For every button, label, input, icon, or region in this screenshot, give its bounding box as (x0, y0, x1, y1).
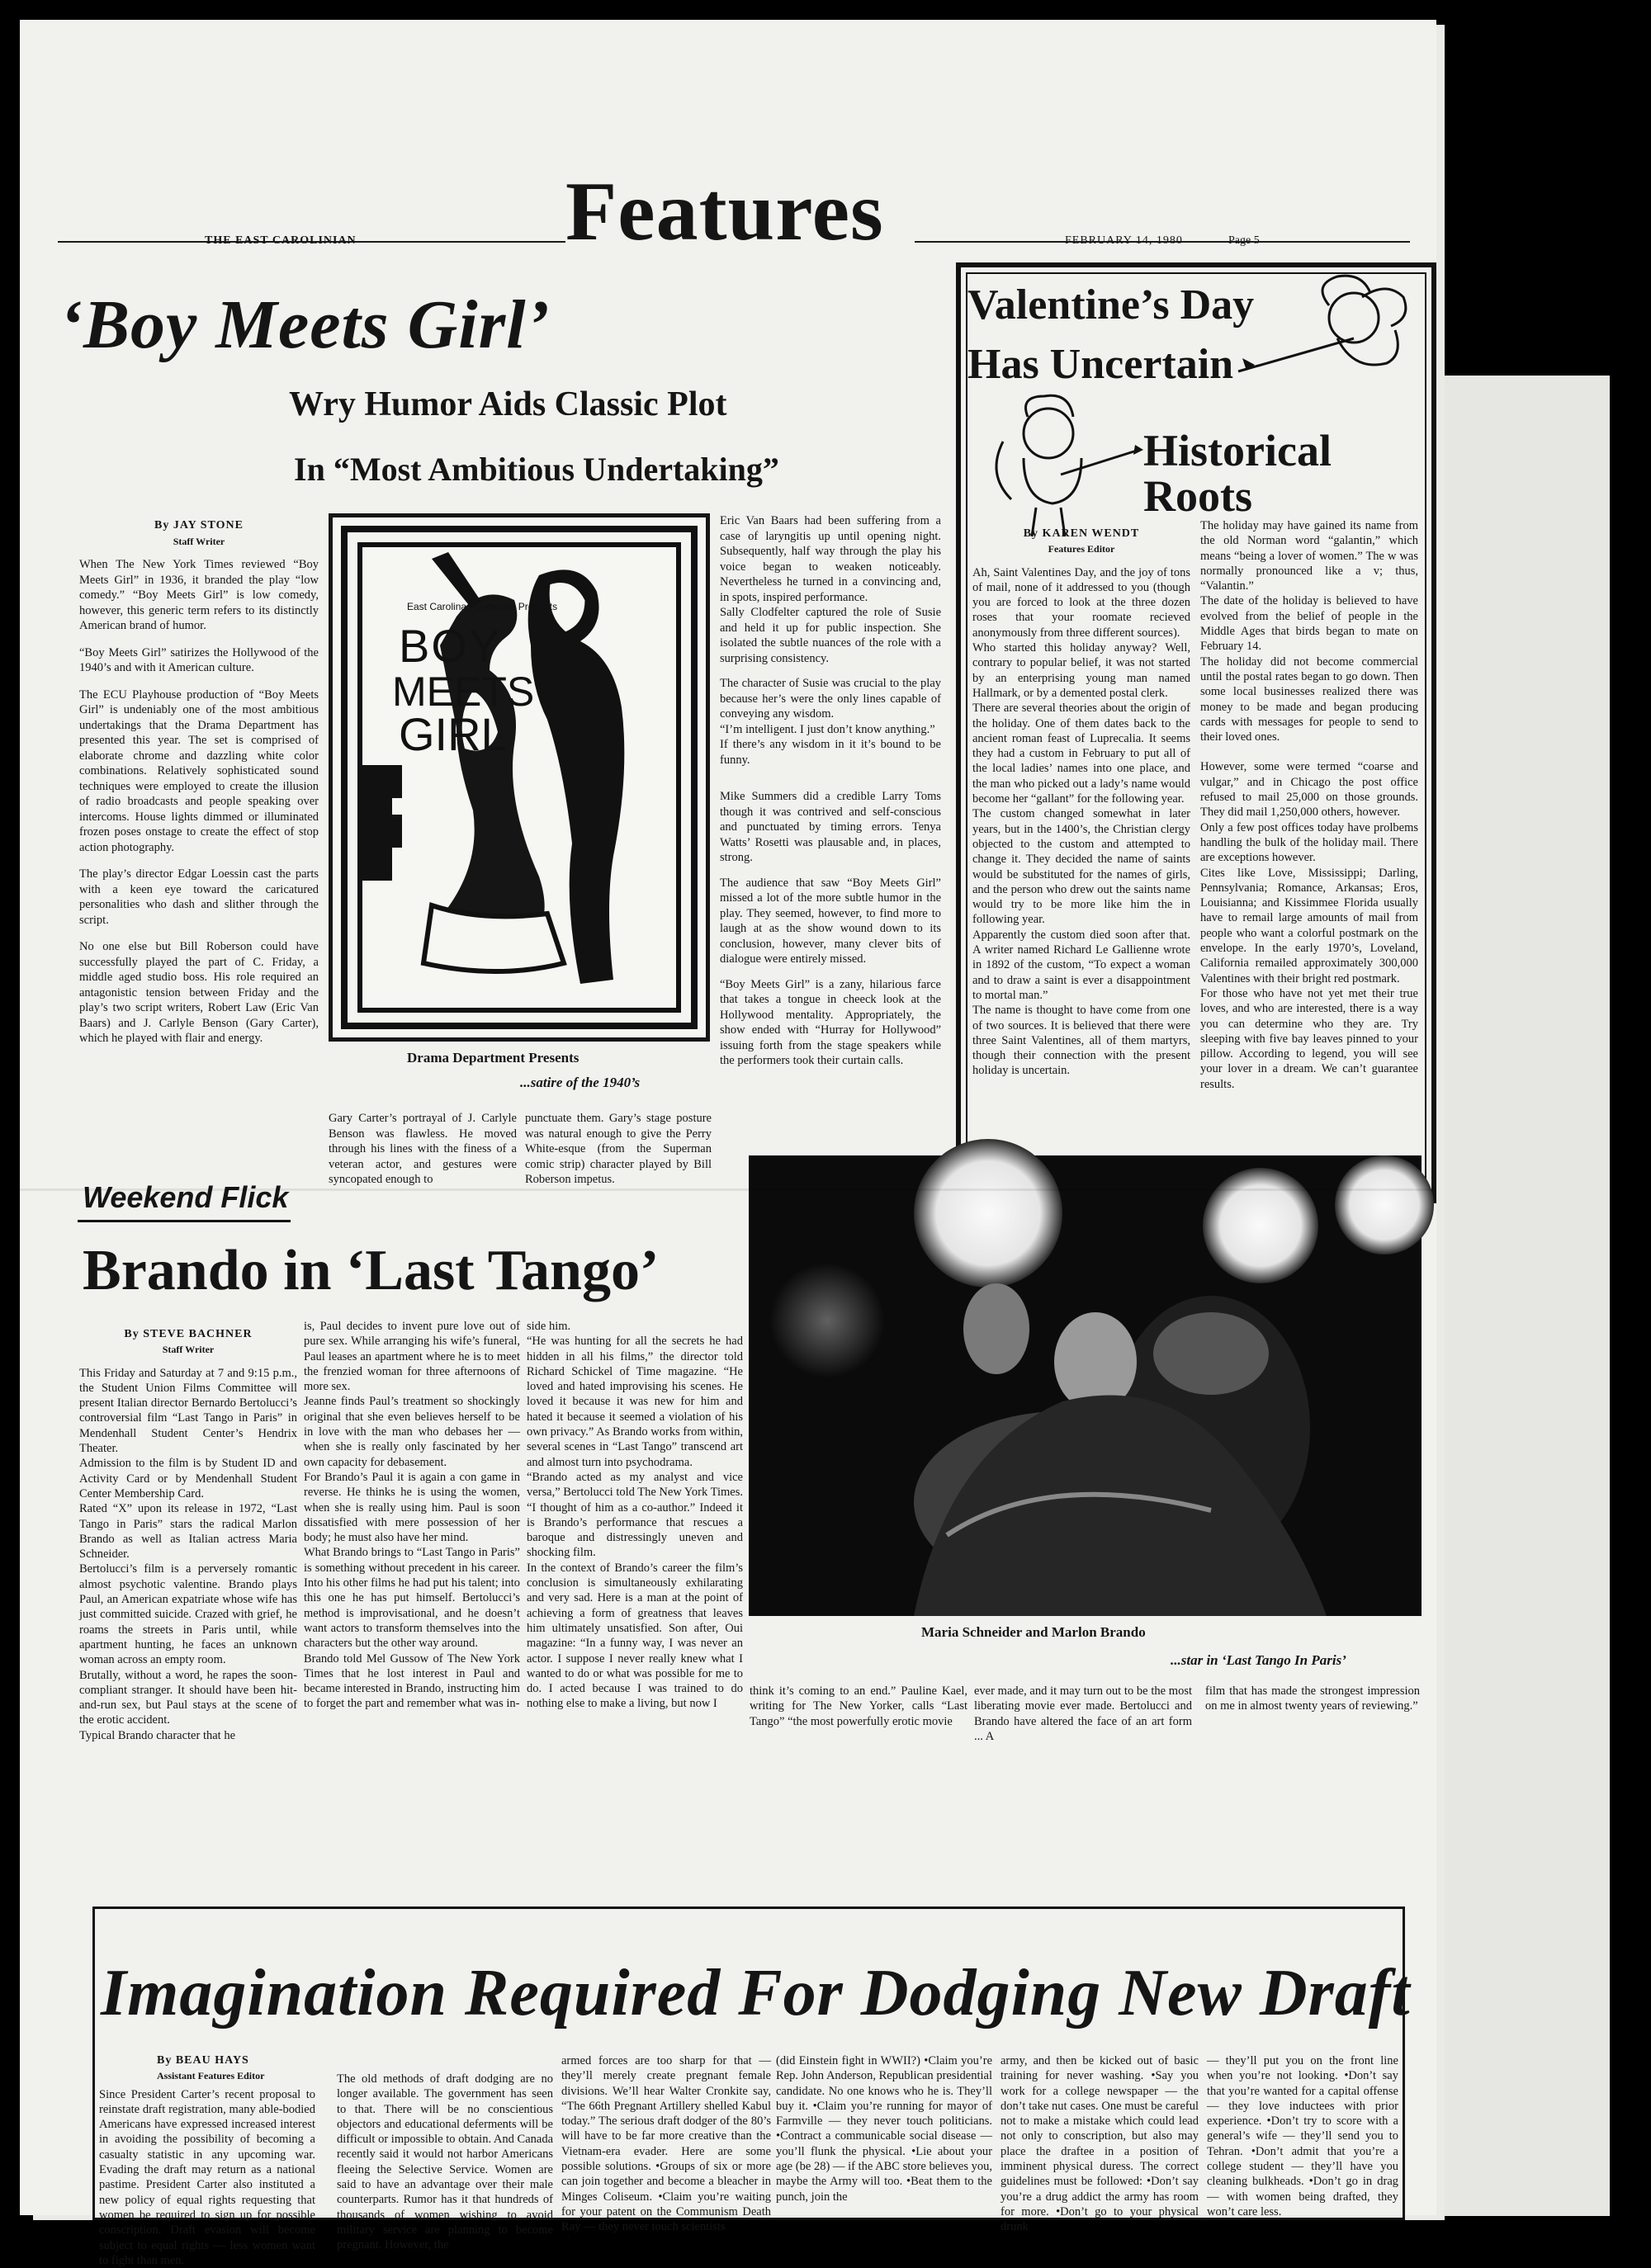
tango-column-2 (304, 1319, 520, 1712)
cupid-icon-top (1230, 272, 1420, 404)
section-title: Features (565, 165, 884, 258)
valentine-paragraph: The date of the holiday is believed to have evolved from the belief of people in the Middle Ages that birds began to mate on February 14. (1200, 594, 1418, 654)
valentine-paragraph: Who started this holiday anyway? Well, contrary to popular belief, it was not started by an enterprising young man named Hallmark, or by a demented postal clerk. (972, 641, 1190, 700)
bmg-paragraph: Sally Clodfelter captured the role of Susie and held it up for public inspection. She isolated the subtle nuances of the role with a surprising consistency. (720, 606, 941, 665)
tango-paragraph: What Brando brings to “Last Tango in Paris” is something without precedent in his career. Into his other films he had put his talent; into this one he has put himself. Bertolucci’s method is improvisational, and he doesn’t want actors to transform themselves into the characters but the other way around. (304, 1546, 520, 1651)
paper-name: THE EAST CAROLINIAN (205, 234, 357, 247)
tango-byline: By STEVE BACHNER (124, 1328, 253, 1340)
bmg-paragraph: The audience that saw “Boy Meets Girl” missed a lot of the more subtle humor in the play. They seemed, however, to find more to laugh at as the show wound down to its conclusion, however, many clever bits of dialogue were entirely missed. (720, 876, 941, 966)
weekend-flick-rule (78, 1220, 291, 1222)
draft-column-2: The old methods of draft dodging are no longer available. The government has seen to that. There will be no conscientious objectors and educational deferments will be difficult or impossible to obtain. And Canada recently said it would not harbor Americans fleeing the Selective Service. Women are said to have an advantage over their male counterparts. Rumor has it that hundreds of thousands of women wishing to avoid military service are planning to become pregnant. However, the (337, 2072, 553, 2252)
bmg-byline-role: Staff Writer (173, 535, 225, 547)
poster-caption: Drama Department Presents (407, 1050, 580, 1065)
bmg-paragraph: The play’s director Edgar Loessin cast the parts with a keen eye toward the caricatured personalities who dash and slither through the script. (79, 867, 319, 927)
valentine-headline-4: Roots (1143, 471, 1252, 521)
tango-paragraph: “Brando acted as my analyst and vice versa,” Bertolucci told The New York Times. “I thought of him as a co-author.” Indeed it is Brando’s performance that rescues a baroque and distressingly uneven and shocking film. (527, 1470, 743, 1560)
bmg-headline: ‘Boy Meets Girl’ (59, 286, 551, 363)
tango-column-3 (527, 1319, 743, 1712)
bmg-paragraph: “I’m intelligent. I just don’t know anything.” (720, 722, 935, 736)
draft-column-4: (did Einstein fight in WWII?) •Claim you’re Rep. John Anderson, Republican presidential candidate. No one knows who he is. They’ll buy it. •Claim you’re running for mayor of Farmville — they never touch politicians. •Contract a communicable social disease — you’ll flunk the physical. •Lie about your age (be 28) — if the ABC store believes you, maybe the Army will too. •Beat them to the punch, join the (776, 2054, 992, 2204)
bmg-subheadline-2: In “Most Ambitious Undertaking” (294, 451, 779, 488)
tango-paragraph: In the context of Brando’s career the film’s conclusion is simultaneously exhilarating and very sad. Here is a man at the point of achieving a form of greatness that leaves him ultimately unsatisfied. Son after, Oui magazine: “In a funny way, I was never an actor. I suppose I never really knew what I wanted to do or what was possible for me to do. I acted because I was trained to do nothing else to make a living, but now I (527, 1561, 743, 1711)
valentine-paragraph: The holiday did not become commercial until the postal rates began to go down. Then some local businesses realized there was money to be made and began producing cards with messages for people to send to their loved ones. (1200, 654, 1418, 744)
valentine-paragraph: Apparently the custom died soon after that. A writer named Richard Le Gallienne wrote in 1892 of the custom, “To expect a woman and to draw a saint is ever a disappointment to mortal man.” (972, 928, 1190, 1002)
valentine-paragraph: However, some were termed “coarse and vulgar,” and in Chicago the post office refused to mail 25,000 on those grounds. They did mail 1,250,000 others, however. (1200, 760, 1418, 820)
bmg-paragraph: “Boy Meets Girl” is a zany, hilarious farce that takes a tongue in cheeck look at the Hollywood mentality. Appropriately, the show ended with “Hurray for Hollywood” issuing forth from the stage speakers while the performers took their curtain calls. (720, 977, 941, 1067)
tango-paragraph: Typical Brando character that he (79, 1728, 236, 1742)
valentine-column-2 (1200, 518, 1418, 1092)
back-sheet (1420, 376, 1610, 2216)
last-tango-photo (749, 1155, 1422, 1616)
valentine-paragraph: Only a few post offices today have prolbems handling the bulk of the holiday mail. There are exceptions however. (1200, 820, 1418, 865)
tango-byline-role: Staff Writer (162, 1344, 215, 1356)
bmg-column-2: Gary Carter’s portrayal of J. Carlyle Benson was flawless. He moved through his lines with the finess of a veteran actor, and gestures were syncopated enough to (329, 1112, 517, 1186)
valentine-paragraph: Cites like Love, Mississippi; Darling, Pennsylvania; Romance, Arkansas; Eros, Louisianna; and Kissimmee Florida usually have to remail large amounts of mail from people who want a colorful postmark on the envelope. In the early 1970’s, Loveland, California remailed approximately 300,000 Valentines with their bright red postmark. (1200, 866, 1418, 985)
bmg-paragraph: When The New York Times reviewed “Boy Meets Girl” in 1936, it branded the play “low comedy.” “Boy Meets Girl” is low comedy, however, this generic term refers to its distinctly American brand of humor. (79, 558, 319, 632)
tango-paragraph: side him. (527, 1320, 571, 1333)
tango-paragraph: For Brando’s Paul it is again a con game in reverse. He thinks he is using the women, when she is really using him. Paul is soon dissatisfied with mere possession of her body; he must also have her mind. (304, 1470, 520, 1545)
tango-column-6: film that has made the strongest impression on me in almost twenty years of reviewing.” (1205, 1684, 1420, 1713)
bmg-column-1 (79, 518, 319, 1047)
draft-byline: By BEAU HAYS (157, 2054, 249, 2067)
tango-paragraph: Brando told Mel Gussow of The New York Times that he lost interest in Paul and became interested in Brando, instructing him to forget the part and remember what was in- (304, 1651, 520, 1711)
valentine-column-1 (972, 527, 1190, 1079)
tango-paragraph: This Friday and Saturday at 7 and 9:15 p.m., the Student Union Films Committee will present Italian director Bernardo Bertolucci’s controversial film “Last Tango in Paris” in Mendenhall Student Center’s Hendrix Theater. (79, 1366, 297, 1456)
poster-illustration (333, 517, 706, 1037)
draft-column-1 (99, 2053, 315, 2268)
photo-caption: Maria Schneider and Marlon Brando (921, 1624, 1146, 1640)
page-number: Page 5 (1228, 234, 1260, 247)
bmg-paragraph: The ECU Playhouse production of “Boy Meets Girl” is undeniably one of the most ambitious undertakings that the Drama Department has presented this year. The set is comprised of elaborate chrome and dazzling white color combinations. Relatively sophisticated sound techniques were employed to create the illusion of radio broadcasts and people speaking over intercoms. House lights dimmed or illuminated frozen poses onstage to create the effect of stop action photography. (79, 687, 319, 854)
bmg-paragraph: Eric Van Baars had been suffering from a case of laryngitis up until opening night. Subsequently, half way through the play his voice began to weaken noticeably. Nevertheless he turned in a convincing and, in spots, inspired performance. (720, 514, 941, 604)
draft-column-3: armed forces are too sharp for that — they’ll merely create pregnant female divisions. We’ll hear Walter Cronkite say, “The 66th Pregnant Artillery shelled Kabul today.” The serious draft dodger of the 80’s will have to be far more creative than the Vietnam-era evader. Here are some possible solutions. •Groups of six or more can join together and become a bleacher in Minges Coliseum. •Claim you’re waiting for your patent on the Communism Death Ray — they never touch scientists (561, 2054, 771, 2234)
valentine-paragraph: For those who have not yet met their true loves, and who are interested, there is a way you can determine who they are. Try sleeping with five bay leaves pinned to your pillow. According to legend, you will see your lover in a dream. We can’t guarantee results. (1200, 986, 1418, 1091)
bmg-paragraph: If there’s any wisdom in it it’s bound to be funny. (720, 738, 941, 767)
bmg-paragraph: Mike Summers did a credible Larry Toms though it was contrived and self-conscious and punctuated by timing errors. Tenya Watts’ Rosetti was plausable and, in places, strong. (720, 790, 941, 864)
tango-paragraph: “He was hunting for all the secrets he had hidden in all his films,” the director told Richard Schickel of Time magazine. “He loved and hated improvising his scenes. He loved it because it was new for him and hated it because it seemed a violation of his own privacy.” As Brando works from within, several scenes in “Last Tango” transcend art and almost turn into psychodrama. (527, 1335, 743, 1469)
valentine-paragraph: There are several theories about the origin of the holiday. One of them dates back to the ancient roman feast of Luprecalia. It seems they had a custom in February to put all of the local ladies’ names into one place, and the man who picked out a lady’s name would become her “gallant” for the following year. (972, 702, 1190, 806)
poster-title-line: MEETS (392, 669, 535, 715)
tango-paragraph: Bertolucci’s film is a perversely romantic almost psychotic valentine. Brando plays Paul, an American expatriate whose wife has just committed suicide. Crazed with grief, he roams the streets in Paris until, while apartment hunting, he faces an unknown woman across an empty room. (79, 1562, 297, 1667)
valentine-headline-3: Historical (1143, 426, 1332, 475)
valentine-paragraph: Ah, Saint Valentines Day, and the joy of tons of mail, none of it addressed to you (though you are forced to look at the three dozen roses that your roomate recieved anonymously from three different sources). (972, 565, 1190, 640)
bmg-byline: By JAY STONE (154, 519, 244, 532)
valentine-headline-2: Has Uncertain (967, 341, 1234, 388)
tango-paragraph: Rated “X” upon its release in 1972, “Last Tango in Paris” stars the radical Marlon Brando as well as Italian actress Maria Schneider. (79, 1502, 297, 1562)
bmg-column-4 (720, 513, 941, 1069)
draft-byline-role: Assistant Features Editor (157, 2070, 265, 2082)
valentine-headline-1: Valentine’s Day (967, 281, 1255, 328)
poster-title-line: BOY (399, 620, 502, 672)
photo-subcaption: ...star in ‘Last Tango In Paris’ (1171, 1652, 1346, 1668)
bmg-paragraph: No one else but Bill Roberson could have successfully played the part of C. Friday, a middle aged studio boss. His role required an antagonistic tension between Friday and the play’s two script writers, Robert Law (Eric Van Baars) and J. Carlyle Benson (Gary Carter), which he played with flair and energy. (79, 940, 319, 1045)
tango-paragraph: Brutally, without a word, he rapes the soon-compliant stranger. It should have been hit-and-run sex, but Paul stays at the scene of the erotic accident. (79, 1668, 297, 1727)
bmg-column-3: punctuate them. Gary’s stage posture was natural enough to give the Perry White-esque (from the Superman comic strip) character played by Bill Roberson impetus. (525, 1112, 712, 1186)
draft-headline: Imagination Required For Dodging New Draft (101, 1957, 1411, 2029)
poster-presents-text: East Carolina Playhouse Presents (407, 601, 558, 612)
tango-column-4: think it’s coming to an end.” Pauline Kael, writing for The New Yorker, calls “Last Tango” “the most powerfully erotic movie (750, 1684, 967, 1728)
issue-date: FEBRUARY 14, 1980 (1065, 234, 1183, 247)
valentine-byline: By KAREN WENDT (1023, 527, 1140, 540)
play-poster (329, 513, 710, 1042)
tango-column-5: ever made, and it may turn out to be the most liberating movie ever made. Bertolucci and Brando have altered the face of an art form ... A (974, 1684, 1192, 1743)
valentine-paragraph: The custom changed somewhat in later years, but in the 1400’s, the Christian clergy objected to the custom and attempted to change it. They decided the name of saints would be substituted for the names of girls, and the person who drew out the saints name would try to be more like him the in following year. (972, 807, 1190, 927)
bmg-subheadline-1: Wry Humor Aids Classic Plot (289, 385, 727, 423)
tango-paragraph: Admission to the film is by Student ID and Activity Card or by Mendenhall Student Center Membership Card. (79, 1457, 297, 1500)
valentine-paragraph: The holiday may have gained its name from the old Norman word “galantin,” which means “being a lover of women.” The w was normally pronounced like a v; thus, “Valantin.” (1200, 519, 1418, 593)
draft-column-5: army, and then be kicked out of basic training for never washing. •Say you work for a college newspaper — the don’t take nut cases. One must be careful not to make a mistake which could lead not only to conscription, but also may place the draftee in a position of imminent physical duress. The correct guidelines must be followed: •Don’t say you’re a drug addict the army has room for more. •Don’t go to your physical drunk (1001, 2054, 1199, 2234)
draft-column-6: — they’ll put you on the front line when you’re not looking. •Don’t say that you’re wanted for a capital offense — they love inductees with prior experience. •Don’t try to score with a general’s wife — they’ll send you to Tehran. •Don’t admit that you’re a college student — they’ll have you cleaning bulkheads. •Don’t go in drag — with women being drafted, they won’t care less. (1207, 2054, 1398, 2218)
cupid-icon-bottom (986, 392, 1143, 541)
bmg-paragraph: “Boy Meets Girl” satirizes the Hollywood of the 1940’s and with it American culture. (79, 645, 319, 674)
page-fold (20, 1188, 1436, 1191)
weekend-flick-label: Weekend Flick (83, 1180, 289, 1214)
bmg-paragraph: The character of Susie was crucial to the play because her’s were the only lines capable of conveying any wisdom. (720, 677, 941, 721)
valentine-byline-role: Features Editor (1048, 543, 1115, 555)
tango-paragraph: is, Paul decides to invent pure love out of pure sex. While arranging his wife’s funeral, Paul leases an apartment where he is to meet the frenzied woman for three afternoons of more sex. (304, 1320, 520, 1394)
tango-column-1 (79, 1327, 297, 1743)
draft-paragraph: Since President Carter’s recent proposal to reinstate draft registration, many able-bodied Americans have expressed increased interest in avoiding the possibility of becoming a casualty statistic in any upcoming war. Evading the draft may return as a national pastime. President Carter also instituted a new policy of equal rights requesting that women be required to sign up for possible conscription. Draft evasion will become subject to equal rights — less women want to fight than men. (99, 2087, 315, 2267)
tango-paragraph: Jeanne finds Paul’s treatment so shockingly original that she even believes herself to be in love with the man who debases her — when she is really only fascinated by her own capacity for debasement. (304, 1395, 520, 1469)
valentine-paragraph: The name is thought to have come from one of two sources. It is believed that there were three Saint Valentines, all of them martyrs, though their connection with the present holiday is uncertain. (972, 1004, 1190, 1078)
tango-headline: Brando in ‘Last Tango’ (83, 1239, 660, 1302)
poster-title-line: GIRL (399, 708, 507, 760)
poster-subcaption: ...satire of the 1940’s (520, 1075, 641, 1090)
photo-image (749, 1155, 1422, 1616)
